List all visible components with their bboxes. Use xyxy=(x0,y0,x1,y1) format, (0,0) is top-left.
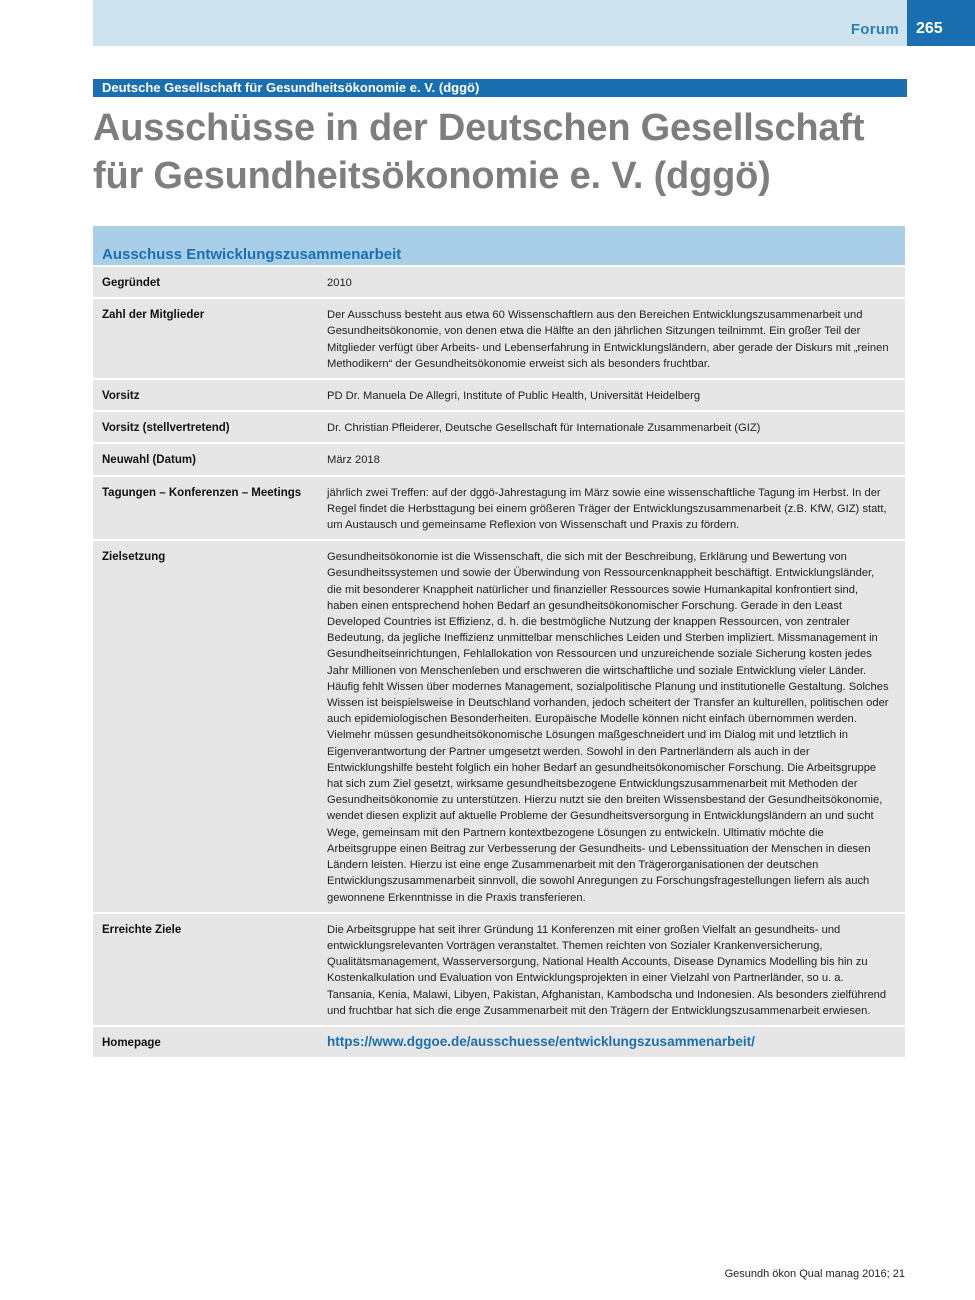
table-row-chair xyxy=(93,378,905,410)
header-bar xyxy=(93,0,907,46)
row-label: Vorsitz (stellvertretend) xyxy=(102,422,230,435)
row-label: Neuwahl (Datum) xyxy=(102,454,196,467)
table-row-meetings xyxy=(93,475,905,540)
organization-band: Deutsche Gesellschaft für Gesundheitsökonomie e. V. (dggö) xyxy=(93,79,907,97)
page-number-box xyxy=(907,0,975,46)
row-value: Der Ausschuss besteht aus etwa 60 Wissenschaftlern aus den Bereichen Entwicklungszusammenarbeit und Gesundheitsökonomie, von denen etwa die Hälfte an den jährlichen Sitzungen teilnimmt. Ein großer Teil der Mitglieder verfügt über Arbeits- und Lebenserfahrung in Entwicklungsländern, aber gerade der Diskurs mit „reinen Methodikern“ der Gesundheitsökonomie erweist sich als besonders fruchtbar. xyxy=(327,309,889,370)
table-heading-text: Ausschuss Entwicklungszusammenarbeit xyxy=(102,246,402,263)
table-row-members xyxy=(93,297,905,378)
table-row-founded xyxy=(93,265,905,297)
row-value: Die Arbeitsgruppe hat seit ihrer Gründung 11 Konferenzen mit einer großen Vielfalt an gesundheits- und entwicklungsrelevanten Vorträgen veranstaltet. Themen reichten von Sozialer Krankenversicherung, Qualitätsmanagement, Wasserversorgung, National Health Accounts, Disease Dynamics Modelling bis hin zu Kostenkalkulation und Evaluation von Entwicklungsprojekten in einer Vielzahl von Partnerländer, so u. a. Tansania, Kenia, Malawi, Libyen, Pakistan, Afghanistan, Kambodscha und Indonesien. Als besonders zielführend und fruchtbar hat sich die enge Zusammenarbeit mit den Trägern der Entwicklungszusammenarbeit erwiesen. xyxy=(327,923,887,1017)
table-row-homepage xyxy=(93,1025,905,1057)
row-label: Tagungen – Konferenzen – Meetings xyxy=(102,486,302,499)
row-value: 2010 xyxy=(327,277,352,289)
table-row-reelection xyxy=(93,442,905,474)
row-label: Zielsetzung xyxy=(102,551,166,564)
row-value: Gesundheitsökonomie ist die Wissenschaft, die sich mit der Beschreibung, Erklärung und Bewertung von Gesundheitssystemen und sowie der Überwindung von Ressourcenknappheit beschäftigt. Entwicklungsländer, die mit besonderer Knappheit natürlicher und finanzieller Ressources sowie Humankapital konfrontiert sind, haben einen entsprechend hohen Bedarf an gesundheitsökonomischer Forschung. Gerade in den Least Developed Countries ist Effizienz, d. h. die bestmögliche Nutzung der knappen Ressourcen, von zentraler Bedeutung, da jegliche Ineffizienz unmittelbar menschliches Leiden und Sterben impliziert. Missmanagement in Gesundheitseinrichtungen, Fehlallokation von Ressourcen und unzureichende soziale Sicherung kosten jedes Jahr Millionen von Menschenleben und erschweren die wirtschaftliche und soziale Entwicklung vieler Länder. Häufig fehlt Wissen über modernes Management, sozialpolitische Planung und institutionelle Gestaltung. Solches Wissen ist beispielsweise in Deutschland vorhanden, jedoch scheitert der Transfer an kulturellen, politischen oder auch epidemiologischen Besonderheiten. Europäische Modelle können nicht einfach übernommen werden. Vielmehr müssen gesundheitsökonomische Lösungen maßgeschneidert und im Dialog mit und letztlich in Eigenverantwortung der Partner umgesetzt werden. Sowohl in den Partnerländern als auch in der Entwicklungshilfe besteht folglich ein hoher Bedarf an gesundheitsökonomischer Forschung. Die Arbeitsgruppe hat sich zum Ziel gesetzt, wirksame gesundheitsbezogene Entwicklungszusammenarbeit mit Methoden der Gesundheitsökonomie zu unterstützen. Hierzu nutzt sie den breiten Wissensbestand der Gesundheitsökonomie, wendet diesen explizit auf aktuelle Probleme der Gesundheitsversorgung in Entwicklungsländern an und sucht Wege, gemeinsam mit den Partnern kontextbezogene Lösungen zu entwickeln. Ultimativ möchte die Arbeitsgruppe einen Beitrag zur Verbesserung der Gesundheits- und Lebenssituation der Menschen in diesen Ländern leisten. Hierzu ist eine enge Zusammenarbeit mit den Trägerorganisationen der deutschen Entwicklungszusammenarbeit sinnvoll, die sowohl Anregungen zu Forschungsfragestellungen liefern als auch gewonnene Erkenntnisse in die Praxis transferieren. xyxy=(327,551,889,904)
row-label: Gegründet xyxy=(102,277,161,289)
table-row-achievements xyxy=(93,912,905,1025)
row-value: Dr. Christian Pfleiderer, Deutsche Gesellschaft für Internationale Zusammenarbeit (GIZ) xyxy=(327,422,761,435)
homepage-link[interactable]: https://www.dggoe.de/ausschuesse/entwicklungszusammenarbeit/ xyxy=(327,1033,755,1049)
table-heading xyxy=(93,226,905,265)
page-title: Ausschüsse in der Deutschen Gesellschaft für Gesundheitsökonomie e. V. (dggö) xyxy=(93,107,865,197)
row-label: Homepage xyxy=(102,1036,161,1049)
citation-footer: Gesundh ökon Qual manag 2016; 21 xyxy=(724,1268,905,1280)
section-label: Forum xyxy=(850,21,899,38)
row-value: PD Dr. Manuela De Allegri, Institute of Public Health, Universität Heidelberg xyxy=(327,390,701,403)
row-value: März 2018 xyxy=(327,454,380,467)
row-label: Zahl der Mitglieder xyxy=(102,309,205,322)
row-label: Vorsitz xyxy=(102,390,140,403)
table-row-objectives xyxy=(93,539,905,911)
table-row-vice-chair xyxy=(93,410,905,442)
page-number: 265 xyxy=(916,20,943,37)
row-value: jährlich zwei Treffen: auf der dggö-Jahrestagung im März sowie eine wissenschaftliche Tagung im Herbst. In der Regel findet die Herbsttagung bei einem größeren Träger der Entwicklungszusammenarbeit (z.B. KfW, GIZ) statt, um Austausch und gemeinsame Reflexion von Wissenschaft und Praxis zu fördern. xyxy=(327,486,887,532)
committee-table xyxy=(93,226,905,1057)
row-label: Erreichte Ziele xyxy=(102,923,182,936)
